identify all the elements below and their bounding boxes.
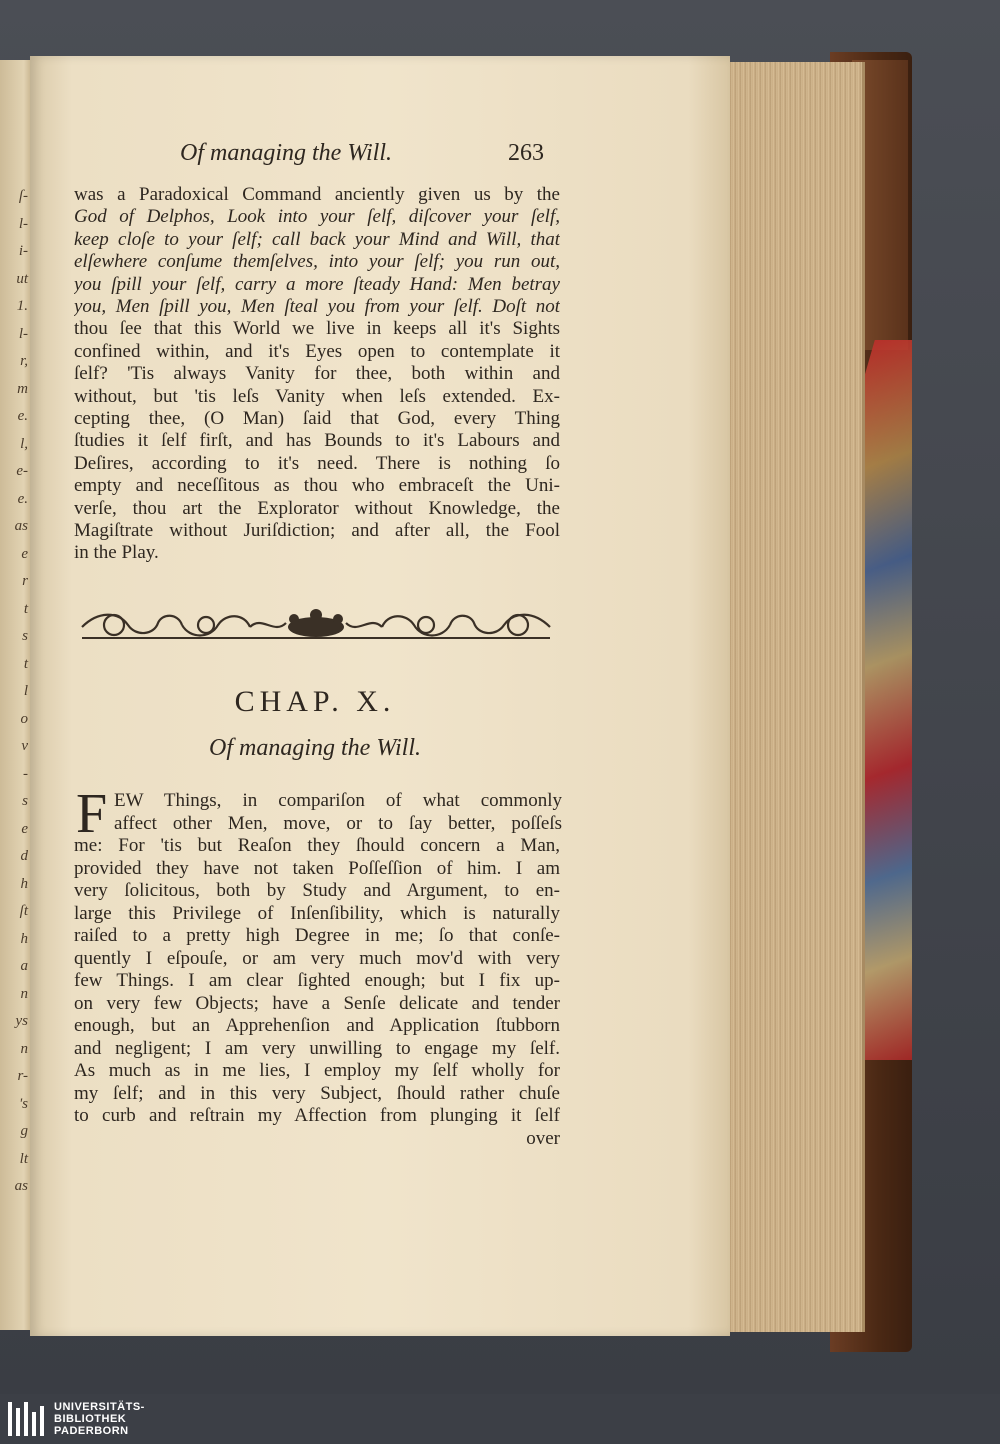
library-logo-icon: [8, 1402, 44, 1436]
margin-fragment: h: [20, 930, 28, 947]
library-logo-text: [54, 1401, 145, 1437]
margin-fragment: e: [21, 820, 28, 837]
text-line: you, Men ſpill you, Men ſteal you from your ſelf. Doſt not: [74, 296, 560, 317]
catchword: over: [526, 1128, 560, 1149]
text-line: was a Paradoxical Command anciently given us by the: [74, 184, 560, 205]
margin-fragment: ſt: [19, 903, 28, 919]
text-line: empty and neceſſitous as thou who embraceſt the Uni-: [74, 475, 560, 497]
text-line: on very few Objects; have a Senſe delicate and tender: [74, 992, 560, 1014]
margin-fragment: v: [21, 738, 28, 754]
running-head: Of managing the Will.: [180, 140, 392, 166]
text-line: and negligent; I am very unwilling to engage my ſelf.: [74, 1037, 560, 1059]
margin-fragment: 's: [18, 1095, 28, 1112]
text-line: you ſpill your ſelf, carry a more ſteady Hand: Men betray: [74, 273, 560, 295]
margin-fragment: as: [14, 1178, 28, 1194]
margin-fragment: o: [20, 710, 28, 727]
margin-fragment: e.: [17, 408, 28, 424]
text-line: keep cloſe to your ſelf; call back your Mind and Will, that: [74, 228, 560, 250]
text-line: large this Privilege of Inſenſibility, which is naturally: [74, 902, 560, 924]
text-line: ſelf? 'Tis always Vanity for thee, both within and: [74, 363, 560, 385]
margin-fragment: t: [23, 600, 28, 617]
text-line: to curb and reſtrain my Affection from plunging it ſelf: [74, 1105, 560, 1126]
margin-fragment: lt: [19, 1150, 28, 1167]
margin-fragment: a: [20, 958, 28, 974]
text-line: verſe, thou art the Explorator without Knowledge, the: [74, 497, 560, 519]
previous-page-edge: [0, 60, 34, 1330]
margin-fragment: l: [23, 683, 28, 699]
library-footer: [0, 1394, 1000, 1444]
text-line: provided they have not taken Poſſeſſion of him. I am: [74, 857, 560, 879]
text-line: God of Delphos, Look into your ſelf, diſcover your ſelf,: [74, 206, 560, 228]
text-line: in the Play.: [74, 542, 159, 564]
margin-fragment: ys: [15, 1013, 28, 1029]
text-line: raiſed to a pretty high Degree in me; ſo that conſe-: [74, 925, 560, 946]
page-block-edges: [722, 62, 865, 1332]
margin-fragment: -: [23, 765, 28, 782]
text-line: Deſires, according to it's need. There is nothing ſo: [74, 452, 560, 474]
text-line: ſtudies it ſelf firſt, and has Bounds to it's Labours and: [74, 430, 560, 452]
text-line: Magiſtrate without Juriſdiction; and after all, the Fool: [74, 520, 560, 541]
margin-fragment: n: [20, 985, 28, 1002]
margin-fragment: s: [22, 628, 28, 644]
logo-line-2: BIBLIOTHEK: [54, 1413, 127, 1425]
text-line: As much as in me lies, I employ my ſelf wholly for: [74, 1060, 560, 1081]
margin-fragment: g: [20, 1123, 28, 1139]
margin-fragment: ſ-: [18, 188, 28, 204]
margin-fragment: h: [20, 875, 28, 892]
logo-line-1: UNIVERSITÄTS-: [54, 1401, 145, 1413]
chapter-title: CHAP. X.: [234, 685, 396, 718]
text-line: cepting thee, (O Man) ſaid that God, every Thing: [74, 408, 560, 429]
margin-fragment: as: [14, 518, 28, 534]
text-line: enough, but an Apprehenſion and Application ſtubborn: [74, 1015, 560, 1036]
text-line: very ſolicitous, both by Study and Argument, to en-: [74, 880, 560, 901]
text-line: me: For 'tis but Reaſon they ſhould concern a Man,: [74, 835, 560, 856]
text-line: thou ſee that this World we live in keeps all it's Sights: [74, 318, 560, 340]
text-line: without, but 'tis leſs Vanity when leſs extended. Ex-: [74, 385, 560, 407]
chapter-subtitle: Of managing the Will.: [209, 735, 421, 761]
margin-fragment: e.: [17, 490, 28, 507]
margin-fragment: 1.: [16, 298, 28, 314]
text-line: my ſelf; and in this very Subject, ſhould rather chuſe: [74, 1082, 560, 1104]
text-line: confined within, and it's Eyes open to contemplate it: [74, 340, 560, 362]
text-line: affect other Men, move, or to ſay better, poſſeſs: [114, 812, 562, 834]
page-number: 263: [508, 140, 544, 166]
margin-fragment: l-: [18, 215, 28, 232]
margin-fragment: e: [21, 545, 28, 562]
drop-cap: F: [76, 783, 108, 845]
logo-line-3: PADERBORN: [54, 1425, 129, 1437]
text-line: few Things. I am clear ſighted enough; but I fix up-: [74, 970, 560, 991]
ornamental-divider: [78, 605, 554, 645]
margin-fragment: d: [20, 848, 28, 864]
margin-fragment: ut: [16, 270, 28, 287]
margin-fragment: r: [22, 573, 28, 589]
margin-fragment: s: [22, 793, 28, 809]
margin-fragment: m: [17, 380, 28, 397]
margin-fragment: t: [23, 655, 28, 672]
margin-fragment: n: [20, 1040, 28, 1057]
margin-fragment: e-: [16, 463, 28, 479]
margin-fragment: r-: [17, 1068, 28, 1084]
margin-fragment: l-: [18, 325, 28, 342]
text-line: EW Things, in compariſon of what commonly: [114, 790, 562, 811]
margin-fragment: i-: [18, 243, 28, 259]
text-line: elſewhere conſume themſelves, into your ſelf; you run out,: [74, 251, 560, 273]
text-line: quently I eſpouſe, or am very much mov'd with very: [74, 947, 560, 969]
margin-fragment: l,: [20, 435, 28, 452]
margin-fragment: r,: [20, 353, 28, 369]
